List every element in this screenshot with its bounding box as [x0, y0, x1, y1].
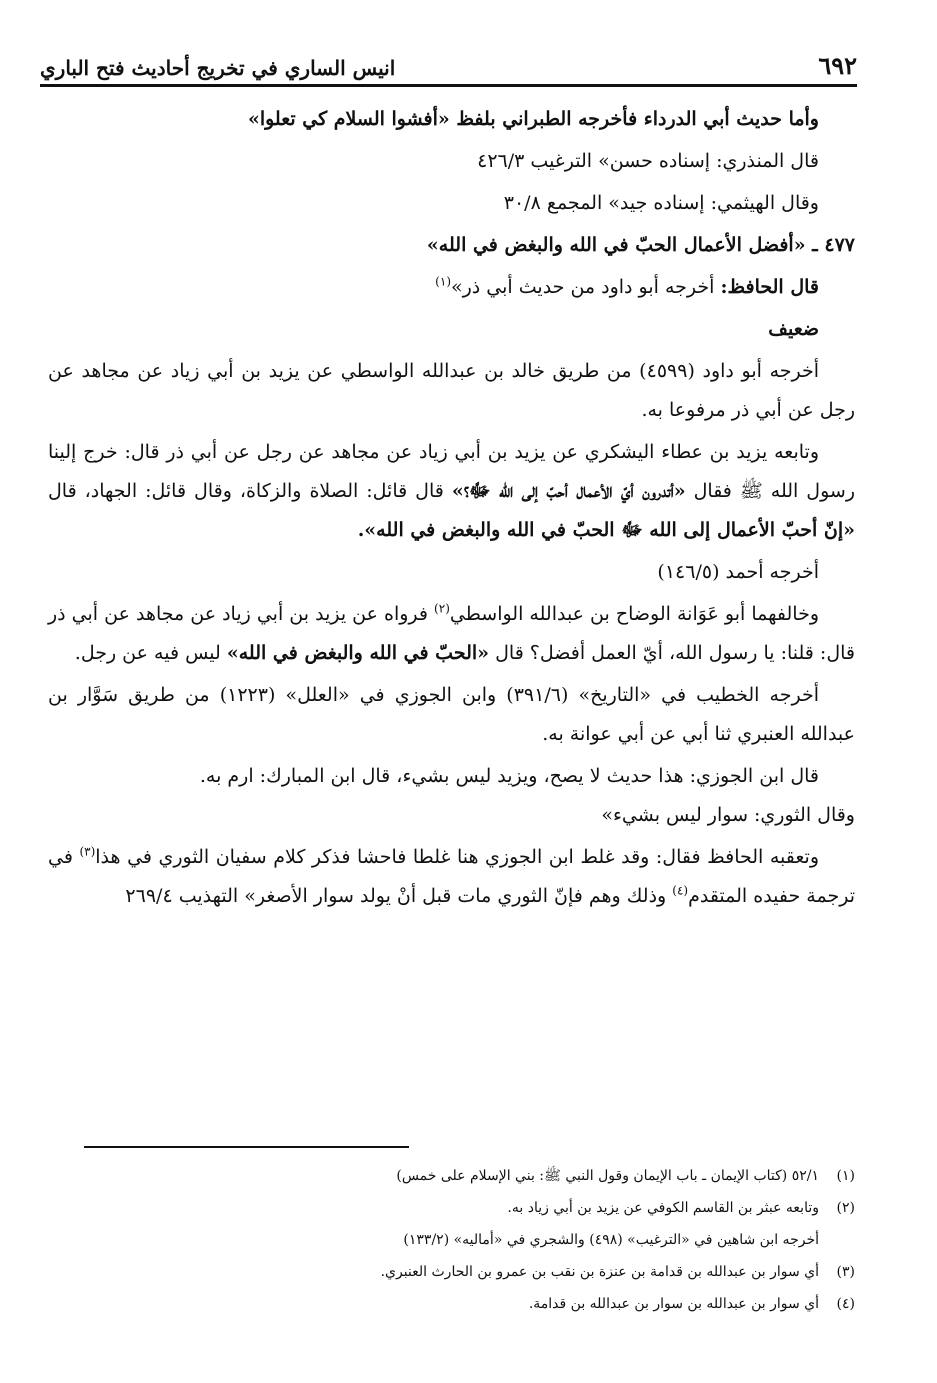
- footnote-text: أي سوار بن عبدالله بن سوار بن عبدالله بن قدامة.: [528, 1296, 819, 1312]
- footnote-number: (١): [836, 1168, 855, 1184]
- paragraph-khatib: أخرجه الخطيب في «التاريخ» (٣٩١/٦) وابن الجوزي في «العلل» (١٢٢٣) من طريق سَوَّار بن عبدالله العنبري ثنا أبي عن أبي عوانة به.: [48, 684, 855, 745]
- footnote-item: [84, 1160, 855, 1192]
- p8-quote-2: «إنّ أحبّ الأعمال إلى الله ﷻ الحبّ في الله والبغض في الله».: [357, 519, 855, 541]
- p10-part-d: ليس فيه عن رجل.: [74, 642, 221, 664]
- p10-part-b: فرواه عن يزيد بن أبي زياد عن مجاهد عن أبي ذر قال: قلنا: يا رسول الله، أيّ العمل أفضل؟ قال: [48, 603, 855, 664]
- footnotes: [84, 1146, 855, 1320]
- footnote-ref-2: (٢): [434, 601, 450, 616]
- p12-part-a: قال ابن الجوزي: هذا حديث لا يصح، ويزيد ليس بشيء، قال ابن المبارك: ارم به.: [199, 765, 819, 787]
- hadith-heading: ٤٧٧ ـ «أفضل الأعمال الحبّ في الله والبغض في الله»: [426, 234, 855, 256]
- paragraph-taaqqub: [48, 838, 855, 916]
- footnote-divider: [84, 1146, 409, 1148]
- p13-part-b: في ترجمة حفيده المتقدم: [48, 846, 855, 907]
- p10-quote: «الحبّ في الله والبغض في الله»: [226, 642, 490, 664]
- main-text: [48, 100, 855, 919]
- footnote-number: (٣): [836, 1264, 855, 1280]
- paragraph-ibnjawzi: [48, 757, 855, 835]
- paragraph-hafiz: [48, 268, 855, 307]
- p8-quote-1: «أتدرون أيّ الأعمال أحبّ إلى الله ﷻ؟»: [451, 480, 686, 502]
- page-header: [40, 38, 857, 87]
- footnote-item: [84, 1256, 855, 1288]
- hafiz-label: قال الحافظ:: [720, 276, 819, 298]
- paragraph-mutabaa: [48, 433, 855, 550]
- paragraph-2: قال المنذري: إسناده حسن» الترغيب ٤٢٦/٣: [477, 150, 819, 172]
- footnote-item: [84, 1224, 855, 1256]
- paragraph-3: وقال الهيثمي: إسناده جيد» المجمع ٣٠/٨: [503, 192, 819, 214]
- p8-part-a: وتابعه يزيد بن عطاء اليشكري عن يزيد بن أبي زياد عن مجاهد عن رجل عن أبي ذر قال: خرج إلينا رسول الله ﷺ فقال: [48, 441, 856, 502]
- footnote-text: أخرجه ابن شاهين في «الترغيب» (٤٩٨) والشجري في «أماليه» (١٣٣/٢): [403, 1232, 819, 1248]
- paragraph-abuawana: [48, 595, 855, 673]
- footnote-number: (٤): [836, 1296, 855, 1312]
- paragraph-1: وأما حديث أبي الدرداء فأخرجه الطبراني بلفظ «أفشوا السلام كي تعلوا»: [247, 108, 819, 130]
- p13-part-c: وذلك وهم فإنّ الثوري مات قبل أنْ يولد سوار الأصغر» التهذيب ٢٦٩/٤: [125, 885, 667, 907]
- p8-part-c: قال قائل: الصلاة والزكاة، وقال قائل: الجهاد، قال: [48, 480, 444, 502]
- p12-part-b: وقال الثوري: سوار ليس بشيء»: [601, 804, 855, 826]
- footnote-text: وتابعه عبثر بن القاسم الكوفي عن يزيد بن أبي زياد به.: [507, 1200, 819, 1216]
- footnote-ref-4: (٤): [672, 883, 689, 898]
- p13-part-a: وتعقبه الحافظ فقال: وقد غلط ابن الجوزي هنا غلطا فاحشا فذكر كلام سفيان الثوري في هذا: [95, 846, 819, 868]
- footnote-text: ٥٢/١ (كتاب الإيمان ـ باب الإيمان وقول النبي ﷺ: بني الإسلام على خمس): [396, 1168, 819, 1184]
- paragraph-ahmad: أخرجه أحمد (١٤٦/٥): [657, 561, 819, 583]
- grade-label: ضعيف: [768, 318, 819, 340]
- footnote-ref-3: (٣): [79, 844, 96, 859]
- paragraph-abudawud: أخرجه أبو داود (٤٥٩٩) من طريق خالد بن عبدالله الواسطي عن يزيد بن أبي زياد عن مجاهد عن رجل عن أبي ذر مرفوعا به.: [48, 360, 855, 421]
- running-title: انيس الساري في تخريج أحاديث فتح الباري: [40, 56, 396, 80]
- footnote-number: (٢): [836, 1200, 855, 1216]
- p10-part-a: وخالفهما أبو عَوَانة الوضاح بن عبدالله الواسطي: [449, 603, 819, 625]
- footnote-ref-1: (١): [435, 274, 451, 289]
- footnote-item: [84, 1192, 855, 1224]
- hafiz-text: أخرجه أبو داود من حديث أبي ذر»: [451, 276, 715, 298]
- footnote-item: [84, 1288, 855, 1320]
- footnote-text: أي سوار بن عبدالله بن قدامة بن عنزة بن نقب بن عمرو بن الحارث العنبري.: [380, 1264, 819, 1280]
- page-number: ٦٩٢: [818, 51, 857, 80]
- footnote-number: [819, 1224, 855, 1256]
